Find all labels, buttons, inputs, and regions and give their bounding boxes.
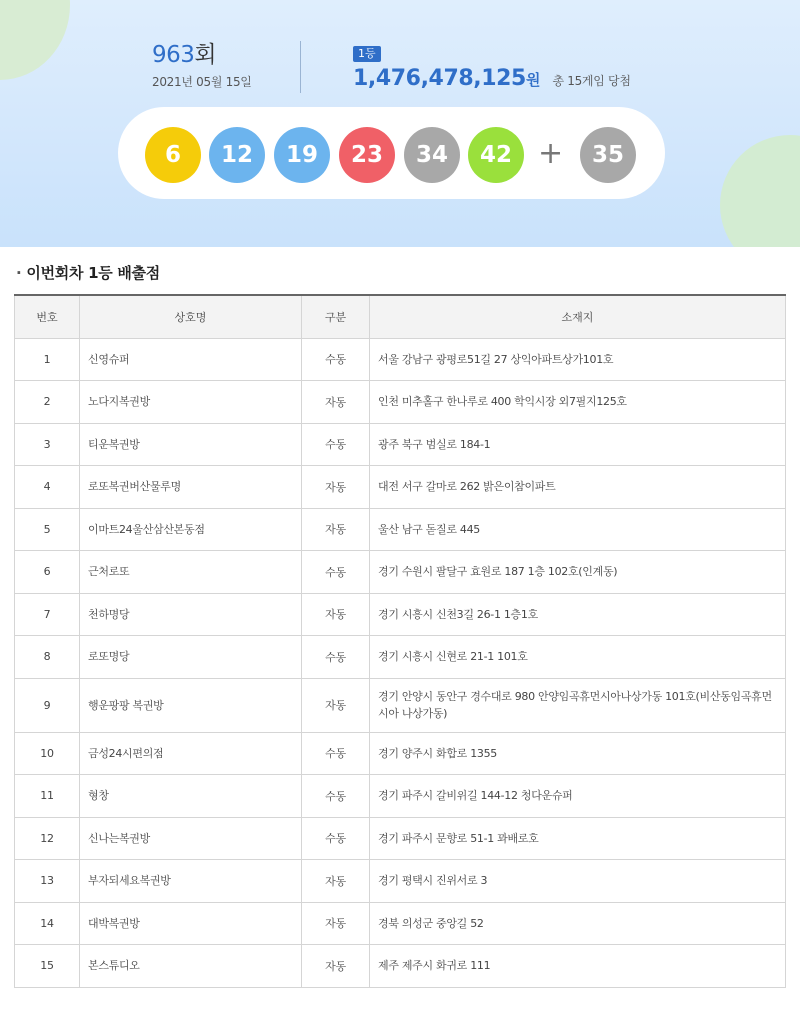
table-row (15, 678, 786, 732)
header-number: 번호 (15, 295, 80, 338)
store-address: 경기 안양시 동안구 경수대로 980 안양임곡휴먼시아나상가동 101호(비산동임곡휴먼시아 나상가동) (370, 678, 786, 732)
row-number: 11 (15, 775, 80, 818)
lotto-ball: 6 (145, 127, 201, 183)
decorative-circle-left (0, 0, 70, 80)
row-number: 12 (15, 817, 80, 860)
purchase-type: 자동 (302, 860, 370, 903)
section-title (16, 262, 160, 283)
section-title-text: 이번회차 1등 배출점 (26, 264, 160, 282)
purchase-type: 수동 (302, 338, 370, 381)
lotto-ball: 34 (404, 127, 460, 183)
draw-number (152, 40, 252, 70)
purchase-type: 자동 (302, 678, 370, 732)
store-name: 이마트24울산삼산본동점 (80, 508, 302, 551)
purchase-type: 수동 (302, 423, 370, 466)
store-name: 부자되세요복권방 (80, 860, 302, 903)
row-number: 6 (15, 551, 80, 594)
store-address: 경기 시흥시 신현로 21-1 101호 (370, 636, 786, 679)
store-name: 로또명당 (80, 636, 302, 679)
purchase-type: 자동 (302, 945, 370, 988)
table-row (15, 775, 786, 818)
lotto-ball: 19 (274, 127, 330, 183)
store-name: 대박복권방 (80, 902, 302, 945)
purchase-type: 수동 (302, 817, 370, 860)
store-name: 티운복권방 (80, 423, 302, 466)
decorative-circle-right (720, 135, 800, 247)
table-row (15, 860, 786, 903)
row-number: 9 (15, 678, 80, 732)
store-name: 로또복권버산물루명 (80, 466, 302, 509)
purchase-type: 자동 (302, 593, 370, 636)
row-number: 5 (15, 508, 80, 551)
header-type: 구분 (302, 295, 370, 338)
store-address: 울산 남구 돋질로 445 (370, 508, 786, 551)
purchase-type: 수동 (302, 775, 370, 818)
purchase-type: 자동 (302, 466, 370, 509)
draw-date: 2021년 05월 15일 (152, 75, 252, 89)
row-number: 15 (15, 945, 80, 988)
store-address: 경기 시흥시 신천3길 26-1 1층1호 (370, 593, 786, 636)
plus-sign: + (538, 136, 564, 171)
row-number: 14 (15, 902, 80, 945)
lotto-ball: 42 (468, 127, 524, 183)
lotto-ball: 12 (209, 127, 265, 183)
store-name: 형창 (80, 775, 302, 818)
store-address: 경기 양주시 화합로 1355 (370, 732, 786, 775)
purchase-type: 자동 (302, 902, 370, 945)
table-row (15, 466, 786, 509)
table-row (15, 338, 786, 381)
store-name: 본스튜디오 (80, 945, 302, 988)
store-address: 경기 평택시 진위서로 3 (370, 860, 786, 903)
draw-number-value: 963 (152, 42, 195, 68)
table-row (15, 423, 786, 466)
row-number: 8 (15, 636, 80, 679)
row-number: 3 (15, 423, 80, 466)
prize-amount: 1,476,478,125 (353, 66, 526, 91)
rank-badge: 1등 (353, 46, 381, 62)
table-row (15, 508, 786, 551)
table-row (15, 945, 786, 988)
header-address: 소재지 (370, 295, 786, 338)
bullet-dot: · (16, 264, 22, 282)
purchase-type: 수동 (302, 551, 370, 594)
table-row (15, 593, 786, 636)
store-address: 광주 북구 범실로 184-1 (370, 423, 786, 466)
lotto-ball: 23 (339, 127, 395, 183)
table-body (15, 338, 786, 987)
purchase-type: 자동 (302, 381, 370, 424)
store-address: 경북 의성군 중앙길 52 (370, 902, 786, 945)
purchase-type: 수동 (302, 636, 370, 679)
store-name: 신영슈퍼 (80, 338, 302, 381)
table-header-row (15, 295, 786, 338)
store-address: 경기 파주시 갈비위길 144-12 청다운슈퍼 (370, 775, 786, 818)
store-name: 신나는복권방 (80, 817, 302, 860)
row-number: 4 (15, 466, 80, 509)
store-name: 노다지복권방 (80, 381, 302, 424)
divider (300, 41, 301, 93)
row-number: 10 (15, 732, 80, 775)
winner-count: 총 15게임 당첨 (552, 74, 631, 88)
store-name: 천하명당 (80, 593, 302, 636)
first-prize-info (353, 42, 631, 91)
table-row (15, 817, 786, 860)
store-address: 경기 파주시 문향로 51-1 꽈배로호 (370, 817, 786, 860)
table-row (15, 381, 786, 424)
row-number: 13 (15, 860, 80, 903)
store-address: 경기 수원시 팔달구 효원로 187 1층 102호(인계동) (370, 551, 786, 594)
row-number: 2 (15, 381, 80, 424)
winning-stores-table (14, 294, 786, 988)
row-number: 1 (15, 338, 80, 381)
store-name: 근처로또 (80, 551, 302, 594)
draw-info (152, 40, 252, 90)
draw-number-suffix: 회 (194, 42, 217, 68)
purchase-type: 자동 (302, 508, 370, 551)
table-row (15, 636, 786, 679)
row-number: 7 (15, 593, 80, 636)
table-row (15, 551, 786, 594)
table-row (15, 732, 786, 775)
table-row (15, 902, 786, 945)
store-name: 금성24시편의점 (80, 732, 302, 775)
bonus-ball: 35 (580, 127, 636, 183)
header-store-name: 상호명 (80, 295, 302, 338)
store-name: 행운팡팡 복권방 (80, 678, 302, 732)
store-address: 인천 미추홀구 한나루로 400 학익시장 외7필지125호 (370, 381, 786, 424)
purchase-type: 수동 (302, 732, 370, 775)
prize-currency: 원 (525, 71, 541, 89)
store-address: 제주 제주시 화귀로 111 (370, 945, 786, 988)
store-address: 대전 서구 갈마로 262 밝은이참이파트 (370, 466, 786, 509)
store-address: 서울 강남구 광평로51길 27 상익아파트상가101호 (370, 338, 786, 381)
